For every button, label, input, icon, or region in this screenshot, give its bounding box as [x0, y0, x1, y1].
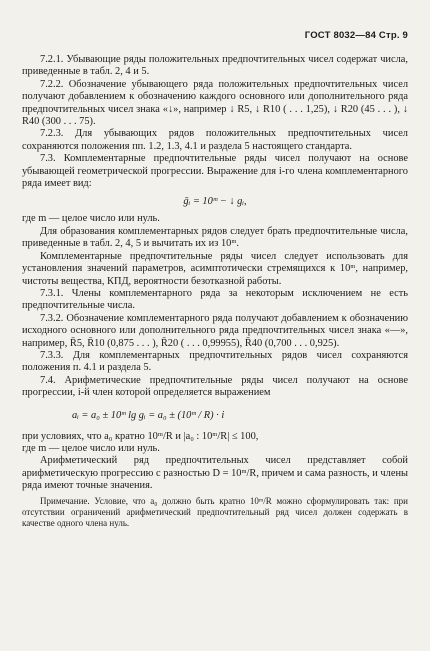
paragraph: 7.3.3. Для комплементарных предпочтительных рядов чисел сохраняются положения п. 4.1 и раздела 5. [22, 349, 408, 374]
formula-arithmetic: aᵢ = a₀ ± 10ᵐ lg gᵢ = a₀ ± (10ᵐ / R) · i [72, 409, 225, 421]
paragraph: 7.2.3. Для убывающих рядов положительных предпочтительных чисел сохраняются положения пп. 1.2, 1.3, 4.1 и раздела 5 настоящего стандарта. [22, 128, 408, 152]
paragraph: 7.3. Комплементарные предпочтительные ряды чисел получают на основе убывающей геометрической прогрессии. Выражение для i-го члена комплементарного ряда имеет вид: [22, 153, 408, 190]
paragraph: Для образования комплементарных рядов следует брать предпочтительные числа, приведенные в табл. 2, 4, 5 и вычитать их из 10ᵐ. [22, 225, 408, 250]
paragraph: 7.4. Арифметические предпочтительные ряды чисел получают на основе прогрессии, i-й член которой определяется выражением [22, 374, 408, 399]
note: Примечание. Условие, что a₀ должно быть кратно 10ᵐ/R можно сформулировать так: при отсутствии ограничений арифметический предпочтительный ряд чисел должен содержать в качестве одного члена нуль. [22, 495, 408, 528]
paragraph: где m — целое число или нуль. [22, 213, 160, 225]
document-body [22, 54, 408, 529]
paragraph: 7.2.1. Убывающие ряды положительных предпочтительных чисел содержат числа, приведенные в табл. 2, 4 и 5. [22, 54, 408, 78]
formula-complementary: ḡᵢ = 10ᵐ − ↓ gᵢ, [183, 196, 247, 208]
paragraph: где m — целое число или нуль. [22, 442, 160, 454]
paragraph: 7.3.2. Обозначение комплементарного ряда получают добавлением к обозначению исходного основного или дополнительного ряда предпочтительных чисел знака «—», например, R̄5, R̄10 (0,875 . . . ), R̄20 ( . . . 0,99955), R̄40 (0,700 . . . 0,925). [22, 312, 408, 349]
paragraph: 7.3.1. Члены комплементарного ряда за некоторым исключением не есть предпочтительные числа. [22, 287, 408, 312]
paragraph: при условиях, что a₀ кратно 10ᵐ/R и |a₀ : 10ᵐ/R| ≤ 100, [22, 430, 259, 442]
paragraph: 7.2.2. Обозначение убывающего ряда положительных предпочтительных чисел получают добавлением к обозначению каждого основного или дополнительного ряда предпочтительных чисел знака «↓», например ↓ R5, ↓ R10 ( . . . 1,25), ↓ R20 (45 . . . ), ↓ R40 (300 . . . 75). [22, 78, 408, 128]
paragraph: Комплементарные предпочтительные ряды чисел следует использовать для установления значений параметров, асимптотически стремящихся к 10ᵐ, например, чистоты вещества, КПД, вероятности безотказной работы. [22, 250, 408, 287]
paragraph: Арифметический ряд предпочтительных чисел представляет собой арифметическую прогрессию с разностью D = 10ᵐ/R, причем и сама разность, и члены ряда имеют точные значения. [22, 455, 408, 492]
page-header: ГОСТ 8032—84 Стр. 9 [304, 30, 408, 41]
